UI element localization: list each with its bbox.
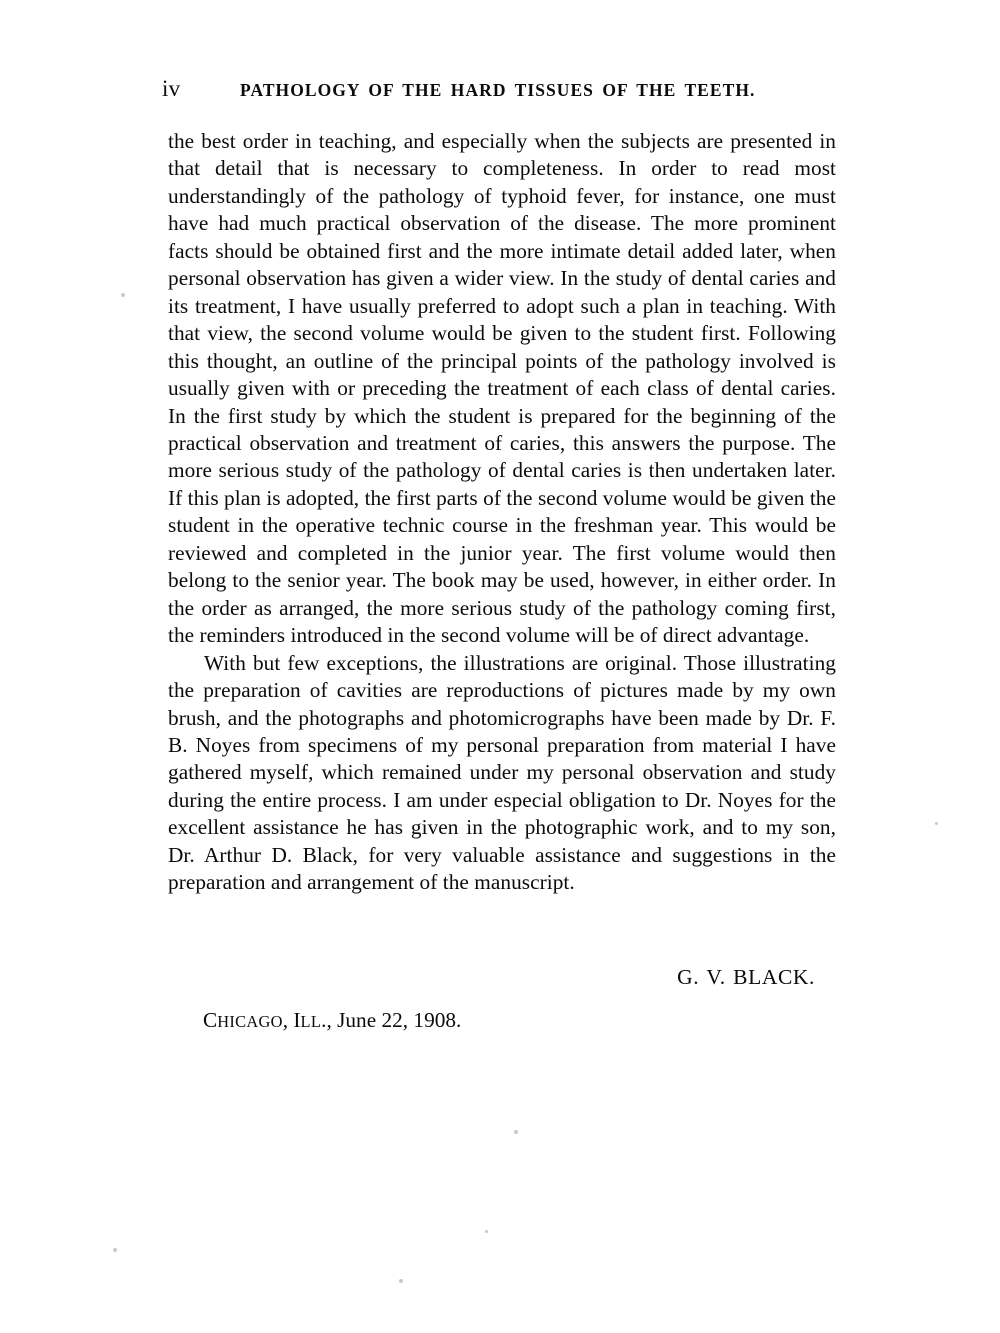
dateline-city-rest: HICAGO <box>217 1012 283 1031</box>
scan-speck <box>121 293 125 297</box>
author-signature: G. V. BLACK. <box>677 965 815 989</box>
running-head <box>162 76 838 104</box>
paragraph-continued: the best order in teaching, and especially when the subjects are presented in that detail that is necessary to completeness. In order to read most understandingly of the pathology of typhoid fever, for instance, one must have had much practical observation of the disease. The more prominent facts should be obtained first and the more intimate detail added later, when personal observation has given a wider view. In the study of dental caries and its treatment, I have usually preferred to adopt such a plan in teaching. With that view, the second volume would be given to the student first. Following this thought, an outline of the principal points of the pathology involved is usually given with or preceding the treatment of each class of dental caries. In the first study by which the student is prepared for the beginning of the practical observation and treatment of caries, this answers the purpose. The more serious study of the pathology of dental caries is then undertaken later. If this plan is adopted, the first parts of the second volume would be given the student in the operative technic course in the freshman year. This would be reviewed and completed in the junior year. The first volume would then belong to the senior year. The book may be used, however, in either order. In the order as arranged, the more serious study of the pathology coming first, the reminders introduced in the second volume will be of direct advantage. <box>168 129 836 648</box>
dateline <box>203 1008 461 1033</box>
scan-speck <box>935 822 938 825</box>
page-number: iv <box>162 76 181 101</box>
dateline-city-initial: C <box>203 1008 218 1032</box>
dateline-separator: , <box>282 1008 294 1032</box>
running-head-title: PATHOLOGY OF THE HARD TISSUES OF THE TEETH. <box>240 80 756 100</box>
dateline-state-rest: LL <box>300 1012 322 1031</box>
paragraph-illustrations: With but few exceptions, the illustrations are original. Those illustrating the preparation of cavities are reproductions of pictures made by my own brush, and the photographs and photomicrographs have been made by Dr. F. B. Noyes from specimens of my personal preparation from material I have gathered myself, which remained under my personal observation and study during the entire process. I am under especial obligation to Dr. Noyes for the excellent assistance he has given in the photographic work, and to my son, Dr. Arthur D. Black, for very valuable assistance and suggestions in the preparation and arrangement of the manuscript. <box>168 650 836 895</box>
scan-speck <box>399 1279 403 1283</box>
body-text-block <box>168 128 836 897</box>
dateline-state <box>293 1008 321 1032</box>
dateline-date: ., June 22, 1908. <box>321 1008 462 1032</box>
scan-speck <box>485 1230 488 1233</box>
scan-speck <box>113 1248 117 1252</box>
dateline-city <box>203 1008 283 1032</box>
dateline-state-initial: I <box>293 1008 301 1032</box>
scan-speck <box>514 1130 518 1134</box>
